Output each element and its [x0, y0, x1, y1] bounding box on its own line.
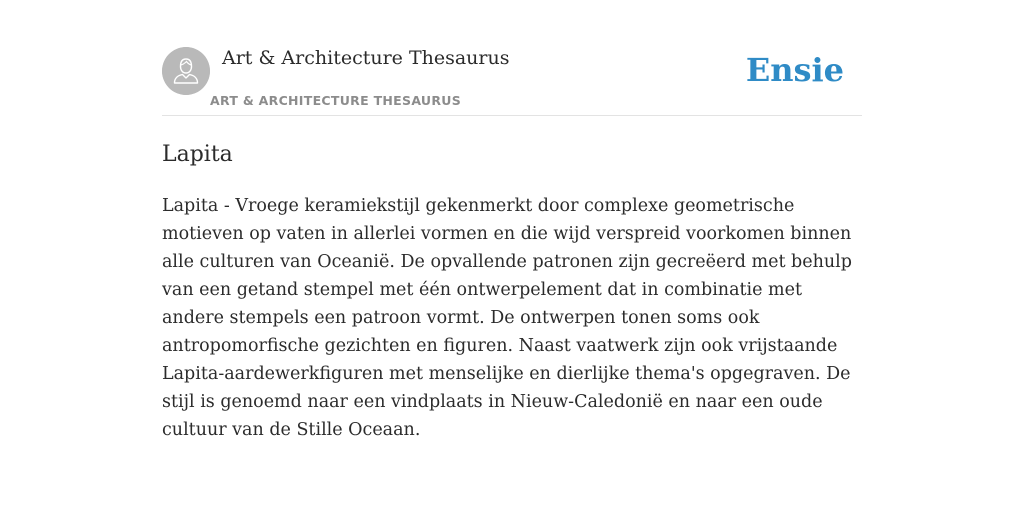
- user-avatar-icon[interactable]: [162, 47, 210, 95]
- article-title: Lapita: [162, 142, 233, 167]
- user-silhouette: [162, 47, 210, 95]
- author-name[interactable]: Art & Architecture Thesaurus: [222, 47, 510, 69]
- author-subtitle[interactable]: ART & ARCHITECTURE THESAURUS: [210, 93, 462, 108]
- brand-logo[interactable]: Ensie: [745, 51, 844, 89]
- article-body: Lapita - Vroege keramiekstijl gekenmerkt door complexe geometrische motieven op vaten in allerlei vormen en die wijd verspreid voorkomen binnen alle culturen van Oceanië. De opvallende patronen zijn gecreëerd met behulp van een getand stempel met één ontwerpelement dat in combinatie met andere stempels een patroon vormt. De ontwerpen tonen soms ook antropomorfische gezichten en figuren. Naast vaatwerk zijn ook vrijstaande Lapita-aardewerkfiguren met menselijke en dierlijke thema's opgegraven. De stijl is genoemd naar een vindplaats in Nieuw-Caledonië en naar een oude cultuur van de Stille Oceaan.: [162, 196, 852, 440]
- author-header: [162, 0, 862, 116]
- page-container: [162, 0, 862, 440]
